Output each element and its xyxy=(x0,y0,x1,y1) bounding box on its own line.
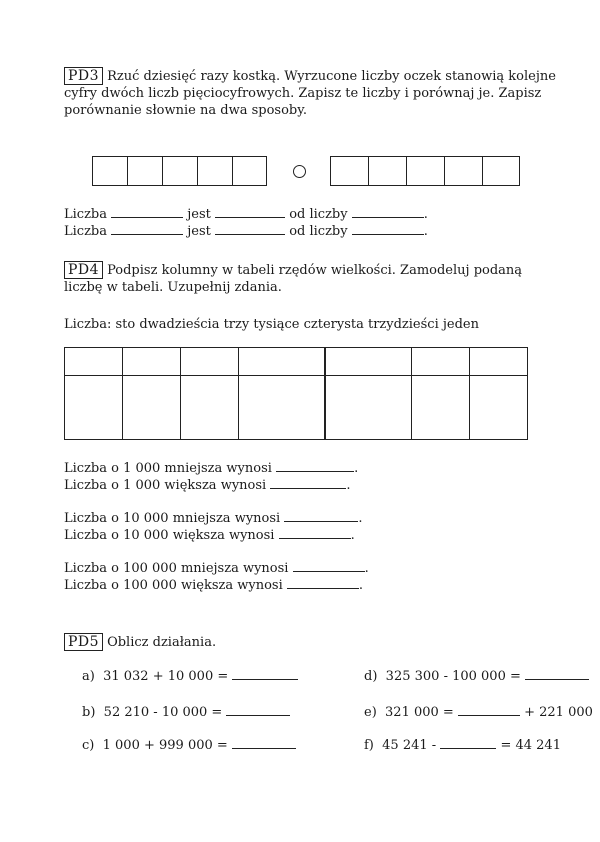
pd4-sentence-group-1 xyxy=(64,460,358,494)
answer-blank[interactable] xyxy=(458,704,520,716)
table-cell[interactable] xyxy=(65,376,123,440)
digit-box[interactable] xyxy=(330,156,368,186)
digit-box[interactable] xyxy=(162,156,197,186)
place-value-table xyxy=(64,347,528,440)
pd4-sentence-group-2 xyxy=(64,510,362,544)
pd3-sentence: Liczba jest od liczby . xyxy=(64,224,428,239)
table-cell[interactable] xyxy=(470,376,528,440)
table-header-cell[interactable] xyxy=(122,348,180,376)
pd3-text-line-3: porównanie słownie na dwa sposoby. xyxy=(64,103,307,118)
pd3-sentences xyxy=(64,206,428,240)
task-c: c) 1 000 + 999 000 = xyxy=(82,737,296,754)
pd4-sentence-group-3 xyxy=(64,560,369,594)
table-cell[interactable] xyxy=(238,376,325,440)
pd4-label: PD4 xyxy=(64,261,103,279)
digit-box[interactable] xyxy=(92,156,127,186)
digit-boxes-left[interactable] xyxy=(92,156,267,186)
pd4-sentence: Liczba o 10 000 większa wynosi . xyxy=(64,528,355,543)
pd4-sentence: Liczba o 100 000 większa wynosi . xyxy=(64,578,364,593)
pd4-sentence: Liczba o 100 000 mniejsza wynosi . xyxy=(64,561,369,576)
digit-box[interactable] xyxy=(406,156,444,186)
pd4-text-line-2: liczbę w tabeli. Uzupełnij zdania. xyxy=(64,280,282,295)
pd5-title: Oblicz działania. xyxy=(107,635,217,650)
task-f: f) 45 241 - = 44 241 xyxy=(364,738,561,753)
digit-box[interactable] xyxy=(444,156,482,186)
pd4-sentence: Liczba o 1 000 większa wynosi . xyxy=(64,478,351,493)
pd4-sentence: Liczba o 1 000 mniejsza wynosi . xyxy=(64,461,359,476)
pd3-label: PD3 xyxy=(64,67,103,85)
pd5-label: PD5 xyxy=(64,633,103,651)
table-header-cell[interactable] xyxy=(238,348,325,376)
pd4-text-line-1: PD4 Podpisz kolumny w tabeli rzędów wielkości. Zamodeluj podaną xyxy=(64,261,544,279)
answer-blank[interactable] xyxy=(440,737,496,749)
answer-blank[interactable] xyxy=(279,527,351,539)
table-header-cell[interactable] xyxy=(412,348,470,376)
task-d: d) 325 300 - 100 000 = xyxy=(364,668,589,685)
answer-blank[interactable] xyxy=(525,668,589,680)
table-cell[interactable] xyxy=(180,376,238,440)
answer-blank[interactable] xyxy=(232,668,298,680)
answer-blank[interactable] xyxy=(284,510,358,522)
task-e: e) 321 000 = + 221 000 xyxy=(364,705,593,720)
answer-blank[interactable] xyxy=(293,560,365,572)
answer-blank[interactable] xyxy=(226,704,290,716)
digit-box[interactable] xyxy=(127,156,162,186)
table-header-cell[interactable] xyxy=(65,348,123,376)
table-header-cell[interactable] xyxy=(325,348,412,376)
answer-blank[interactable] xyxy=(215,206,285,218)
answer-blank[interactable] xyxy=(276,460,354,472)
answer-blank[interactable] xyxy=(287,577,359,589)
answer-blank[interactable] xyxy=(352,223,424,235)
task-a: a) 31 032 + 10 000 = xyxy=(82,668,298,685)
pd4-sentence: Liczba o 10 000 mniejsza wynosi . xyxy=(64,511,363,526)
pd4-number-text: Liczba: sto dwadzieścia trzy tysiące czterysta trzydzieści jeden xyxy=(64,317,479,332)
pd5-heading xyxy=(64,633,216,651)
table-cell[interactable] xyxy=(122,376,180,440)
answer-blank[interactable] xyxy=(111,206,183,218)
answer-blank[interactable] xyxy=(111,223,183,235)
comparison-circle[interactable] xyxy=(293,165,306,178)
table-row xyxy=(65,376,528,440)
digit-boxes-right[interactable] xyxy=(330,156,520,186)
answer-blank[interactable] xyxy=(352,206,424,218)
table-header-cell[interactable] xyxy=(180,348,238,376)
table-cell[interactable] xyxy=(325,376,412,440)
pd3-section xyxy=(64,67,556,119)
digit-box[interactable] xyxy=(368,156,406,186)
pd3-sentence: Liczba jest od liczby . xyxy=(64,207,428,222)
digit-box[interactable] xyxy=(232,156,267,186)
pd3-text-line-2: cyfry dwóch liczb pięciocyfrowych. Zapisz te liczby i porównaj je. Zapisz xyxy=(64,86,542,101)
task-b: b) 52 210 - 10 000 = xyxy=(82,704,290,721)
digit-box[interactable] xyxy=(197,156,232,186)
digit-box[interactable] xyxy=(482,156,520,186)
table-header-cell[interactable] xyxy=(470,348,528,376)
answer-blank[interactable] xyxy=(215,223,285,235)
answer-blank[interactable] xyxy=(270,477,346,489)
pd4-section xyxy=(64,261,544,296)
answer-blank[interactable] xyxy=(232,737,296,749)
table-header-row xyxy=(65,348,528,376)
pd3-text-line-1: PD3 Rzuć dziesięć razy kostką. Wyrzucone liczby oczek stanowią kolejne xyxy=(64,67,544,85)
table-cell[interactable] xyxy=(412,376,470,440)
